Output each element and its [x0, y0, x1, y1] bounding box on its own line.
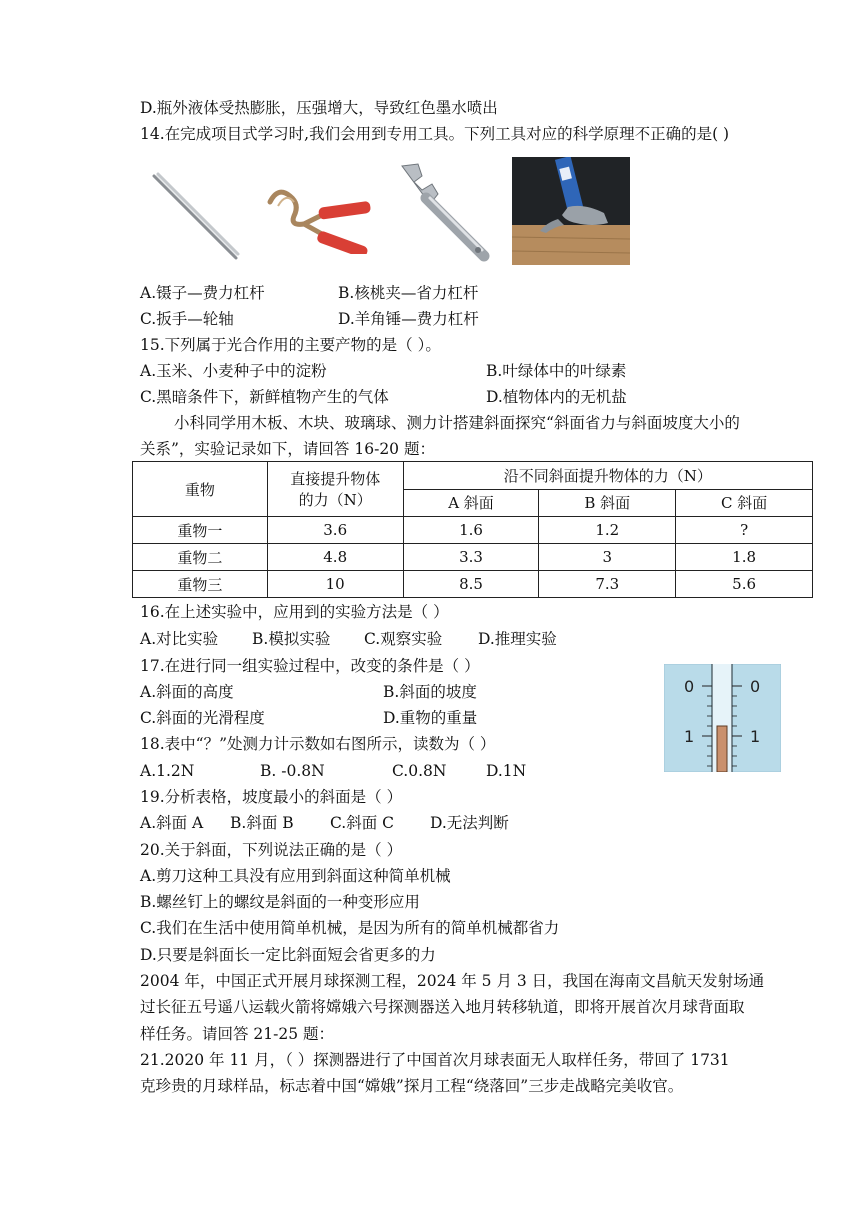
q18-option-d: D.1N: [486, 762, 527, 780]
q14-option-d: D.羊角锤—费力杠杆: [338, 310, 479, 328]
q20-option-c: C.我们在生活中使用简单机械，是因为所有的简单机械都省力: [140, 919, 560, 937]
header-object: 重物: [133, 462, 268, 517]
q14-option-a: A.镊子—费力杠杆: [140, 284, 265, 302]
q16-option-c: C.观察实验: [364, 630, 443, 648]
table-cell: 1.2: [539, 517, 676, 544]
q13-option-d: D.瓶外液体受热膨胀，压强增大，导致红色墨水喷出: [140, 99, 498, 117]
table-cell: 3: [539, 544, 676, 571]
spring-scale-drawing: [664, 664, 781, 772]
q15-option-c: C.黑暗条件下，新鲜植物产生的气体: [140, 388, 389, 406]
q20-option-b: B.螺丝钉上的螺纹是斜面的一种变形应用: [140, 893, 420, 911]
nutcracker-icon: [264, 182, 380, 254]
q20-stem: 20.关于斜面，下列说法正确的是（ ）: [140, 841, 403, 859]
q19-option-c: C.斜面 C: [330, 814, 395, 832]
q14-option-b: B.核桃夹—省力杠杆: [338, 284, 479, 302]
q17-option-c: C.斜面的光滑程度: [140, 709, 265, 727]
header-direct-lift: [267, 462, 403, 517]
header-direct-lift-line1: 直接提升物体: [290, 470, 381, 488]
q14-stem: 14.在完成项目式学习时,我们会用到专用工具。下列工具对应的科学原理不正确的是( ): [140, 125, 730, 143]
q16-stem: 16.在上述实验中，应用到的实验方法是（ ）: [140, 603, 449, 621]
q19-option-b: B.斜面 B: [230, 814, 294, 832]
q14-option-c: C.扳手—轮轴: [140, 310, 234, 328]
intro-21-25-line2: 过长征五号遥八运载火箭将嫦娥六号探测器送入地月转移轨道，即将开展首次月球背面取: [140, 998, 745, 1016]
gauge-label-1-right: 1: [750, 727, 761, 746]
intro-21-25-line1: 2004 年，中国正式开展月球探测工程，2024 年 5 月 3 日，我国在海南文昌航天发射场通: [140, 972, 765, 990]
table-cell: 3.3: [403, 544, 539, 571]
table-cell: 1.8: [676, 544, 813, 571]
q18-stem: 18.表中“？”处测力计示数如右图所示，读数为（ ）: [140, 735, 496, 753]
table-cell: 7.3: [539, 571, 676, 598]
q17-option-b: B.斜面的坡度: [383, 683, 477, 701]
intro-16-20-line2: 关系”，实验记录如下，请回答 16-20 题：: [140, 440, 435, 458]
header-incline-group: 沿不同斜面提升物体的力（N）: [403, 462, 812, 490]
q18-option-a: A.1.2N: [140, 762, 195, 780]
table-cell: ?: [676, 517, 813, 544]
table-cell: 4.8: [267, 544, 403, 571]
tweezers-icon: [148, 170, 244, 265]
q16-option-d: D.推理实验: [478, 630, 557, 648]
q15-stem: 15.下列属于光合作用的主要产物的是（ ）。: [140, 336, 441, 354]
q17-option-a: A.斜面的高度: [140, 683, 234, 701]
q16-option-a: A.对比实验: [140, 630, 219, 648]
q20-option-a: A.剪刀这种工具没有应用到斜面这种简单机械: [140, 867, 451, 885]
table-cell: 重物三: [133, 571, 268, 598]
table-cell: 重物二: [133, 544, 268, 571]
table-cell: 5.6: [676, 571, 813, 598]
table-cell: 1.6: [403, 517, 539, 544]
table-row: [133, 517, 813, 544]
intro-16-20-line1: 小科同学用木板、木块、玻璃球、测力计搭建斜面探究“斜面省力与斜面坡度大小的: [174, 414, 740, 432]
q18-option-b: B. -0.8N: [260, 762, 325, 780]
table-cell: 重物一: [133, 517, 268, 544]
q19-option-a: A.斜面 A: [140, 814, 204, 832]
experiment-table: [132, 461, 813, 598]
q21-line2: 克珍贵的月球样品，标志着中国“嫦娥”探月工程“绕落回”三步走战略完美收官。: [140, 1077, 684, 1095]
table-cell: 10: [267, 571, 403, 598]
header-incline-a: A 斜面: [403, 489, 539, 517]
header-incline-b: B 斜面: [539, 489, 676, 517]
q17-option-d: D.重物的重量: [383, 709, 478, 727]
header-incline-c: C 斜面: [676, 489, 813, 517]
table-cell: 8.5: [403, 571, 539, 598]
claw-hammer-photo: [512, 157, 630, 265]
intro-21-25-line3: 样任务。请回答 21-25 题：: [140, 1025, 335, 1043]
wrench-icon: [392, 160, 492, 266]
q18-option-c: C.0.8N: [392, 762, 447, 780]
q16-option-b: B.模拟实验: [252, 630, 331, 648]
q21-line1: 21.2020 年 11 月，（ ）探测器进行了中国首次月球表面无人取样任务，带回了 1731: [140, 1051, 730, 1069]
q15-option-b: B.叶绿体中的叶绿素: [486, 362, 627, 380]
q19-stem: 19.分析表格，坡度最小的斜面是（ ）: [140, 788, 403, 806]
q17-stem: 17.在进行同一组实验过程中，改变的条件是（ ）: [140, 657, 480, 675]
q15-option-a: A.玉米、小麦种子中的淀粉: [140, 362, 327, 380]
gauge-label-0-left: 0: [684, 677, 695, 696]
q15-option-d: D.植物体内的无机盐: [486, 388, 627, 406]
spring-scale-figure: [664, 664, 781, 772]
gauge-label-1-left: 1: [684, 727, 695, 746]
table-row: [133, 544, 813, 571]
q19-option-d: D.无法判断: [430, 814, 509, 832]
header-direct-lift-line2: 的力（N）: [298, 491, 372, 509]
table-cell: 3.6: [267, 517, 403, 544]
q20-option-d: D.只要是斜面长一定比斜面短会省更多的力: [140, 946, 436, 964]
gauge-label-0-right: 0: [750, 677, 761, 696]
table-row: [133, 571, 813, 598]
